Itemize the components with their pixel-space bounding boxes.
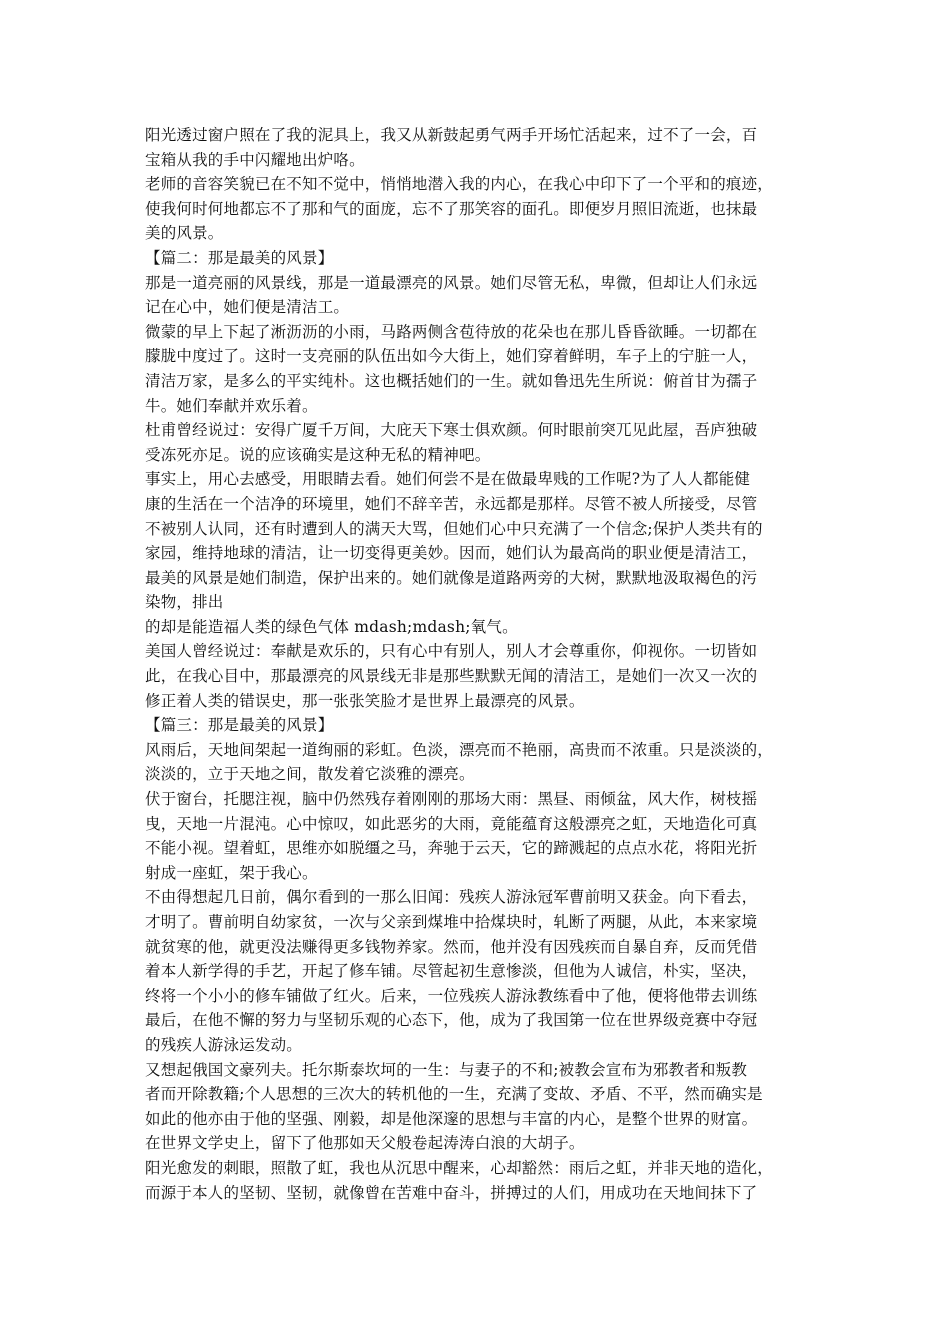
text-line: 事实上，用心去感受，用眼睛去看。她们何尝不是在做最卑贱的工作呢?为了人人都能健 bbox=[145, 470, 751, 489]
text-line: 伏于窗台，托腮注视，脑中仍然残存着刚刚的那场大雨：黑昼、雨倾盆，风大作，树枝摇 bbox=[145, 790, 758, 809]
text-line: 者而开除教籍;个人思想的三次大的转机他的一生，充满了变故、矛盾、不平，然而确实是 bbox=[145, 1085, 763, 1104]
text-line: 不能小视。望着虹，思维亦如脱缰之马，奔驰于云天，它的蹄溅起的点点水花，将阳光折 bbox=[145, 839, 758, 858]
text-line: 又想起俄国文豪列夫。托尔斯泰坎坷的一生：与妻子的不和;被教会宣布为邪教者和叛教 bbox=[145, 1060, 748, 1079]
text-line: 老师的音容笑貌已在不知不觉中，悄悄地潜入我的内心，在我心中印下了一个平和的痕迹， bbox=[145, 175, 774, 194]
text-line: 【篇二：那是最美的风景】 bbox=[145, 248, 334, 267]
text-line: 淡淡的，立于天地之间，散发着它淡雅的漂亮。 bbox=[145, 765, 475, 784]
text-line: 牛。她们奉献并欢乐着。 bbox=[145, 396, 318, 415]
text-line: 染物，排出 bbox=[145, 593, 224, 612]
text-line: 记在心中，她们便是清洁工。 bbox=[145, 298, 350, 317]
text-line: 如此的他亦由于他的坚强、刚毅，却是他深邃的思想与丰富的内心，是整个世界的财富。 bbox=[145, 1109, 758, 1128]
text-line: 那是一道亮丽的风景线，那是一道最漂亮的风景。她们尽管无私，卑微，但却让人们永远 bbox=[145, 273, 758, 292]
text-line: 射成一座虹，架于我心。 bbox=[145, 863, 318, 882]
text-line: 美国人曾经说过：奉献是欢乐的，只有心中有别人，别人才会尊重你，仰视你。一切皆如 bbox=[145, 642, 758, 661]
text-line: 美的风景。 bbox=[145, 224, 224, 243]
text-line: 修正着人类的错误史，那一张张笑脸才是世界上最漂亮的风景。 bbox=[145, 691, 585, 710]
text-line: 使我何时何地都忘不了那和气的面庞，忘不了那笑容的面孔。即便岁月照旧流逝，也抹最 bbox=[145, 199, 758, 218]
document-body bbox=[145, 123, 813, 1205]
text-line: 朦胧中度过了。这时一支亮丽的队伍出如今大街上，她们穿着鲜明，车子上的宁脏一人， bbox=[145, 347, 758, 366]
text-line: 康的生活在一个洁净的环境里，她们不辞辛苦，永远都是那样。尽管不被人所接受，尽管 bbox=[145, 494, 758, 513]
text-line: 受冻死亦足。说的应该确实是这种无私的精神吧。 bbox=[145, 445, 491, 464]
text-line: 终将一个小小的修车铺做了红火。后来，一位残疾人游泳教练看中了他，便将他带去训练 bbox=[145, 986, 758, 1005]
text-line: 的却是能造福人类的绿色气体 mdash;mdash;氧气。 bbox=[145, 617, 518, 636]
text-line: 最美的风景是她们制造，保护出来的。她们就像是道路两旁的大树，默默地汲取褐色的污 bbox=[145, 568, 758, 587]
text-line: 曳，天地一片混沌。心中惊叹，如此恶劣的大雨，竟能蕴育这般漂亮之虹，天地造化可真 bbox=[145, 814, 758, 833]
text-line: 着本人新学得的手艺，开起了修车铺。尽管起初生意惨淡，但他为人诚信，朴实，坚决， bbox=[145, 962, 758, 981]
text-line: 宝箱从我的手中闪耀地出炉咯。 bbox=[145, 150, 365, 169]
text-line: 才明了。曹前明自幼家贫，一次与父亲到煤堆中拾煤块时，轧断了两腿，从此，本来家境 bbox=[145, 913, 758, 931]
text-line: 最后，在他不懈的努力与坚韧乐观的心态下，他，成为了我国第一位在世界级竞赛中夺冠 bbox=[145, 1011, 758, 1030]
text-line: 风雨后，天地间架起一道绚丽的彩虹。色淡，漂亮而不艳丽，高贵而不浓重。只是淡淡的， bbox=[145, 740, 774, 759]
text-line: 就贫寒的他，就更没法赚得更多钱物养家。然而，他并没有因残疾而自暴自弃，反而凭借 bbox=[145, 937, 758, 956]
text-line: 此，在我心目中，那最漂亮的风景线无非是那些默默无闻的清洁工，是她们一次又一次的 bbox=[145, 667, 758, 686]
text-line: 的残疾人游泳运发动。 bbox=[145, 1035, 303, 1054]
text-line: 杜甫曾经说过：安得广厦千万间，大庇天下寒士俱欢颜。何时眼前突兀见此屋，吾庐独破 bbox=[145, 421, 758, 440]
text-line: 不被别人认同，还有时遭到人的满天大骂，但她们心中只充满了一个信念;保护人类共有的 bbox=[145, 519, 763, 538]
text-line: 微蒙的早上下起了淅沥沥的小雨，马路两侧含苞待放的花朵也在那儿昏昏欲睡。一切都在 bbox=[145, 322, 758, 341]
text-line: 阳光愈发的刺眼，照散了虹，我也从沉思中醒来，心却豁然：雨后之虹，并非天地的造化， bbox=[145, 1158, 774, 1177]
text-line: 【篇三：那是最美的风景】 bbox=[145, 716, 334, 735]
text-line: 清洁万家，是多么的平实纯朴。这也概括她们的一生。就如鲁迅先生所说：俯首甘为孺子 bbox=[145, 371, 758, 390]
text-line: 不由得想起几日前，偶尔看到的一那么旧闻：残疾人游泳冠军曹前明又获金。向下看去， bbox=[145, 888, 758, 907]
text-line: 而源于本人的坚韧、坚韧，就像曾在苦难中奋斗，拼搏过的人们，用成功在天地间抹下了 bbox=[145, 1183, 758, 1202]
text-line: 阳光透过窗户照在了我的泥具上，我又从新鼓起勇气两手开场忙活起来，过不了一会，百 bbox=[145, 126, 758, 144]
text-line: 在世界文学史上，留下了他那如天父般卷起涛涛白浪的大胡子。 bbox=[145, 1134, 585, 1153]
text-line: 家园，维持地球的清洁，让一切变得更美妙。因而，她们认为最高尚的职业便是清洁工， bbox=[145, 544, 758, 563]
